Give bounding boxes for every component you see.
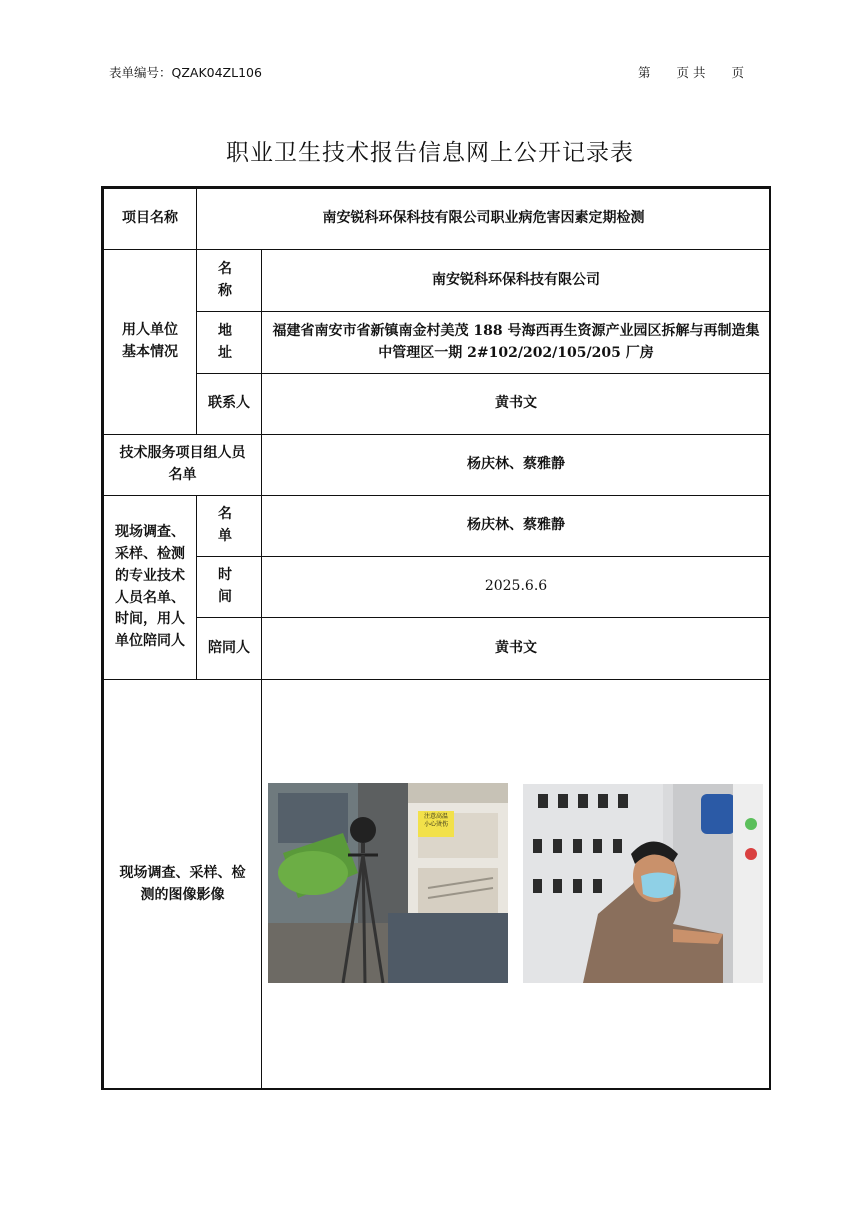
- noise-meter-scene: [268, 783, 508, 983]
- time-label: 时 间: [196, 556, 262, 618]
- document-title: 职业卫生技术报告信息网上公开记录表: [226, 140, 634, 166]
- site-photo-right: [523, 784, 763, 983]
- team-label-text: 技术服务项目组人员名单: [119, 445, 246, 483]
- page-indicator: [638, 63, 744, 81]
- site-photo-left: [268, 783, 508, 983]
- page-ye: 页: [676, 65, 689, 80]
- form-number: 表单编号：QZAK04ZL106: [109, 65, 262, 80]
- survey-label-text: 现场调查、采样、检测的专业技术人员名单、时间，用人单位陪同人: [115, 524, 185, 649]
- images-label-text: 现场调查、采样、检测的图像影像: [119, 864, 246, 903]
- address-text: 福建省南安市省新镇南金村美茂 188 号海西再生资源产业园区拆解与再制造集中管理区一期 2#102/202/105/205 厂房: [272, 322, 760, 361]
- survey-label: [103, 495, 197, 680]
- name-label: 名 称: [196, 249, 262, 312]
- electrical-cabinet-scene: [523, 784, 763, 983]
- list-value: 杨庆林、蔡雅静: [261, 495, 771, 557]
- page-di: 第: [638, 65, 651, 80]
- list-label: 名 单: [196, 495, 262, 557]
- project-label: 项目名称: [103, 188, 197, 250]
- page-gong: 共: [692, 65, 706, 80]
- time-value: 2025.6.6: [261, 556, 771, 618]
- warning-sign: 注意高温 小心烫伤: [423, 813, 448, 828]
- team-label: [103, 434, 262, 496]
- employer-label: [103, 249, 197, 435]
- companion-label: 陪同人: [196, 617, 262, 680]
- address-label: 地 址: [196, 311, 262, 374]
- address-value: [261, 311, 771, 374]
- contact-value: 黄书文: [261, 373, 771, 435]
- images-label: [103, 679, 262, 1090]
- name-value: 南安锐科环保科技有限公司: [261, 249, 771, 312]
- project-value: 南安锐科环保科技有限公司职业病危害因素定期检测: [196, 188, 771, 250]
- page-ye2: 页: [731, 65, 744, 80]
- team-value: 杨庆林、蔡雅静: [261, 434, 771, 496]
- employer-label-text: 用人单位基本情况: [122, 322, 178, 360]
- companion-value: 黄书文: [261, 617, 771, 680]
- contact-label: 联系人: [196, 373, 262, 435]
